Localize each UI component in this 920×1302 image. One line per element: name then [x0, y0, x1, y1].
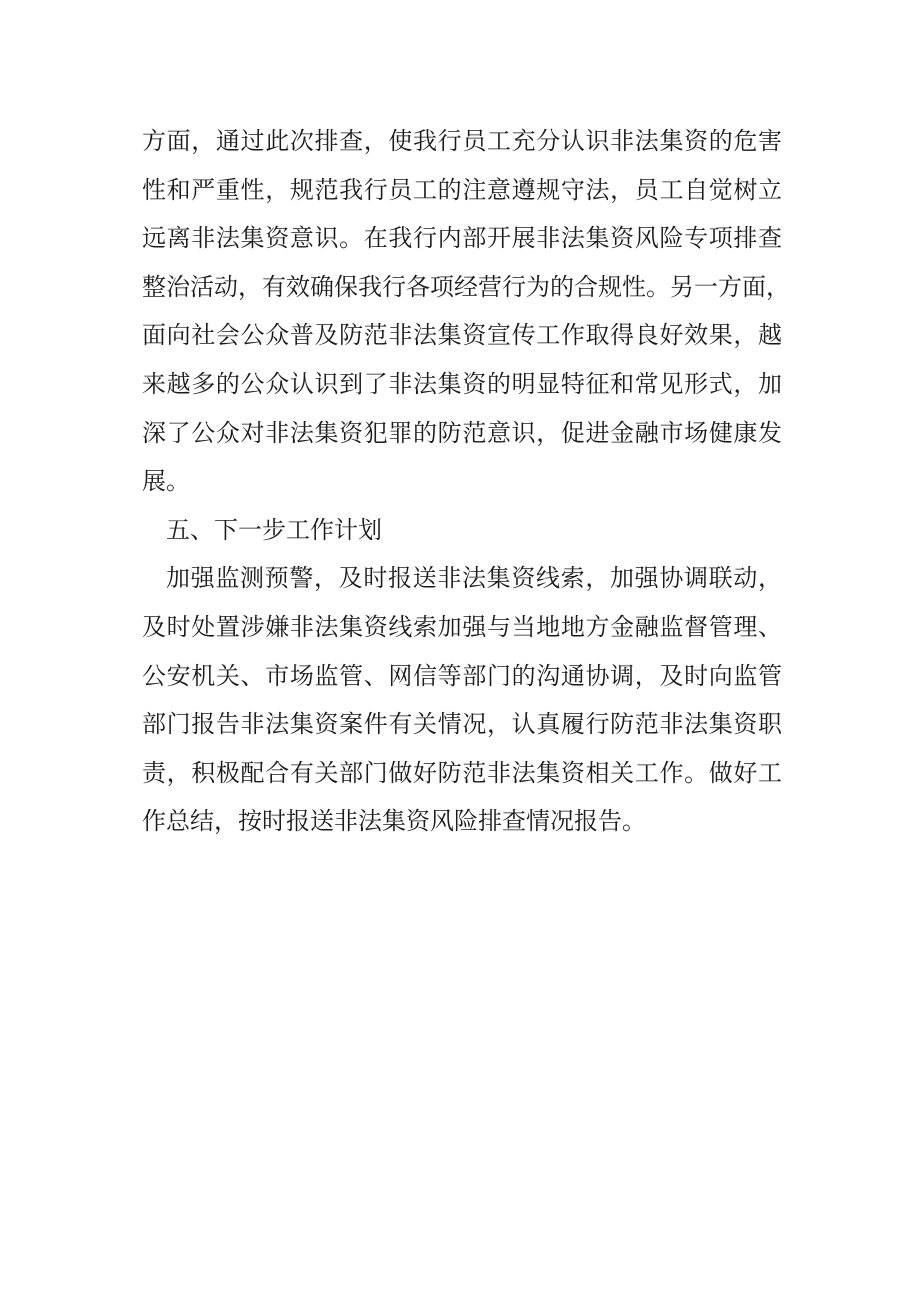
text-line: 整治活动，有效确保我行各项经营行为的合规性。另一方面，	[142, 272, 790, 301]
text-line: 加强监测预警，及时报送非法集资线索，加强协调联动，	[166, 564, 782, 593]
text-line: 责，积极配合有关部门做好防范非法集资相关工作。做好工	[142, 758, 782, 787]
text-line: 远离非法集资意识。在我行内部开展非法集资风险专项排查	[142, 224, 782, 253]
text-line: 及时处置涉嫌非法集资线索加强与当地地方金融监督管理、	[142, 612, 782, 641]
text-line: 性和严重性，规范我行员工的注意遵规守法，员工自觉树立	[142, 175, 782, 204]
paragraph-results	[142, 117, 790, 506]
text-line: 深了公众对非法集资犯罪的防范意识，促进金融市场健康发	[142, 418, 782, 447]
text-line: 方面，通过此次排查，使我行员工充分认识非法集资的危害	[142, 127, 782, 155]
paragraph-next-steps	[142, 554, 782, 846]
text-line: 部门报告非法集资案件有关情况，认真履行防范非法集资职	[142, 710, 782, 739]
document-body	[142, 117, 790, 846]
section-heading: 五、下一步工作计划	[166, 515, 382, 544]
text-line: 公安机关、市场监管、网信等部门的沟通协调，及时向监管	[142, 661, 782, 690]
text-line: 展。	[142, 467, 190, 496]
text-line: 来越多的公众认识到了非法集资的明显特征和常见形式，加	[142, 369, 782, 398]
text-line: 作总结，按时报送非法集资风险排查情况报告。	[142, 807, 646, 836]
text-line: 面向社会公众普及防范非法集资宣传工作取得良好效果，越	[142, 321, 782, 350]
